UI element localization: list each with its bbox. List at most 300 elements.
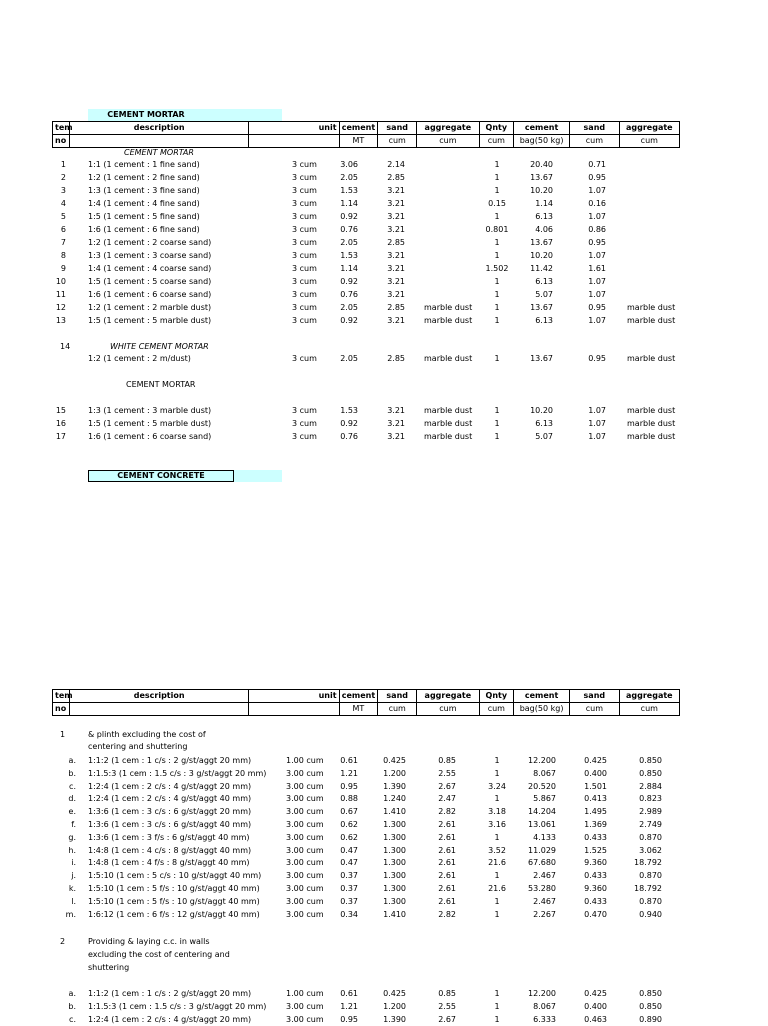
cell-cement-bags: 12.200 [528, 989, 556, 998]
cell-cement-bags: 13.67 [530, 354, 553, 363]
cell-sand2: 1.07 [588, 212, 606, 221]
cell-qnty: 1 [494, 896, 500, 906]
cell-qnty: 1 [494, 871, 500, 881]
header-sand-unit: cum [378, 135, 417, 148]
section1-subheading-2: CEMENT MORTAR [126, 380, 196, 389]
cell-item-no: 10 [55, 277, 66, 286]
cell-aggregate2: marble dust [627, 303, 676, 312]
cell-cement: 0.92 [340, 419, 358, 428]
header2-sand2: sand [570, 690, 620, 703]
cell-description: 1:2:4 (1 cem : 2 c/s : 4 g/st/aggt 40 mm) [88, 794, 252, 804]
cell-item-no: c. [69, 781, 76, 791]
cell-sand2: 0.16 [588, 199, 606, 208]
header-sand2: sand [570, 122, 620, 135]
cell-qnty: 1.502 [485, 264, 509, 273]
header-aggregate2-unit: cum [619, 135, 679, 148]
cell-qnty: 1 [494, 277, 500, 286]
cell-unit: 3.00 cum [286, 884, 324, 893]
cell-unit: 3.00 cum [286, 768, 324, 778]
cell-sand: 3.21 [387, 316, 405, 325]
cell-cement-bags: 11.029 [528, 845, 556, 855]
cell-aggregate: 2.61 [438, 871, 456, 881]
cell-description: 1:6 (1 cement : 6 fine sand) [88, 225, 200, 234]
cell-qnty: 1 [494, 290, 500, 299]
header2-aggregate2: aggregate [619, 690, 679, 703]
cell-sand2: 0.425 [584, 989, 607, 998]
section1-subheading: CEMENT MORTAR [124, 148, 194, 157]
table-row [0, 805, 768, 818]
cell-sand: 2.85 [387, 303, 405, 312]
cell-unit: 3 cum [292, 316, 317, 325]
cell-aggregate: marble dust [424, 354, 473, 363]
cell-sand2: 9.360 [584, 884, 607, 893]
item14-heading: WHITE CEMENT MORTAR [110, 342, 209, 351]
cell-cement-bags: 10.20 [530, 186, 553, 195]
cell-description: 1:5 (1 cement : 5 marble dust) [88, 419, 212, 428]
table-row [0, 171, 768, 184]
cell-description: 1:5:10 (1 cem : 5 f/s : 10 g/st/aggt 40 mm) [88, 896, 260, 906]
cell-description: 1:6 (1 cement : 6 coarse sand) [88, 432, 212, 441]
cell-unit: 3 cum [292, 160, 317, 169]
cell-description: 1:2:4 (1 cem : 2 c/s : 4 g/st/aggt 20 mm) [88, 1015, 252, 1024]
cell-cement: 0.88 [340, 794, 358, 804]
cell-cement: 0.37 [340, 871, 358, 881]
header-cement: cement [339, 122, 378, 135]
cell-sand: 0.425 [383, 989, 406, 998]
table-row [0, 262, 768, 275]
cell-description: 1:1.5:3 (1 cem : 1.5 c/s : 3 g/st/aggt 20 mm) [88, 768, 267, 778]
cell-aggregate: 2.61 [438, 845, 456, 855]
table-row [0, 249, 768, 262]
table-row [0, 236, 768, 249]
cell-aggregate: 0.85 [438, 989, 456, 998]
cell-qnty: 1 [494, 1015, 500, 1024]
cell-description: 1:2 (1 cement : 2 m/dust) [88, 354, 191, 363]
cell-description: 1:6 (1 cement : 6 coarse sand) [88, 290, 212, 299]
cell-qnty: 1 [494, 832, 500, 842]
cell-cement: 0.61 [340, 756, 358, 765]
cell-unit: 3.00 cum [286, 1015, 324, 1024]
cell-unit: 3 cum [292, 225, 317, 234]
cell-qnty: 1 [494, 173, 500, 182]
cell-sand: 3.21 [387, 225, 405, 234]
cell-sand: 1.300 [383, 832, 406, 842]
header-aggregate2: aggregate [619, 122, 679, 135]
cell-cement-bags: 6.13 [535, 419, 553, 428]
table-row [0, 314, 768, 327]
cell-sand2: 1.525 [584, 845, 607, 855]
cell-unit: 3.00 cum [286, 909, 324, 919]
cell-sand: 3.21 [387, 406, 405, 415]
cell-aggregate: 2.61 [438, 858, 456, 868]
cell-cement: 0.47 [340, 858, 358, 868]
cell-qnty: 1 [494, 419, 500, 428]
cell-sand2: 0.95 [588, 173, 606, 182]
header2-sand: sand [378, 690, 417, 703]
cell-sand2: 0.400 [584, 1002, 607, 1011]
cell-aggregate: 2.55 [438, 1002, 456, 1011]
cell-aggregate2: 0.823 [639, 794, 662, 804]
header2-aggregate: aggregate [417, 690, 479, 703]
cell-aggregate2: 0.850 [639, 756, 662, 765]
cell-description: 1:2 (1 cement : 2 coarse sand) [88, 238, 212, 247]
cell-cement: 0.61 [340, 989, 358, 998]
table-row [0, 184, 768, 197]
cell-item-no: h. [68, 845, 76, 855]
cell-aggregate: 2.55 [438, 768, 456, 778]
table-row [0, 908, 768, 921]
cell-qnty: 1 [494, 303, 500, 312]
section2-title: CEMENT CONCRETE [88, 470, 234, 482]
cell-sand: 1.410 [383, 807, 406, 817]
header2-unit-2 [249, 703, 339, 716]
cell-unit: 3 cum [292, 251, 317, 260]
cell-unit: 3 cum [292, 186, 317, 195]
header-unit: unit [249, 122, 339, 135]
header-aggregate: aggregate [417, 122, 479, 135]
cell-qnty: 1 [494, 238, 500, 247]
cell-sand2: 0.433 [584, 896, 607, 906]
cell-item-no: 11 [55, 290, 66, 299]
header2-cement-unit: MT [339, 703, 378, 716]
header-cement-bags: cement [514, 122, 570, 135]
cell-description: 1:2:4 (1 cem : 2 c/s : 4 g/st/aggt 20 mm) [88, 781, 252, 791]
cell-unit: 3.00 cum [286, 807, 324, 817]
cell-cement: 1.14 [340, 199, 358, 208]
cell-aggregate2: marble dust [627, 406, 676, 415]
cell-sand2: 0.95 [588, 303, 606, 312]
cell-qnty: 1 [494, 160, 500, 169]
cell-description: 1:3:6 (1 cem : 3 c/s : 6 g/st/aggt 40 mm) [88, 820, 252, 829]
cell-sand2: 0.425 [584, 756, 607, 765]
cell-cement: 2.05 [340, 354, 358, 363]
cell-sand2: 0.86 [588, 225, 606, 234]
cell-unit: 3 cum [292, 432, 317, 441]
cell-cement: 1.53 [340, 186, 358, 195]
cell-sand: 1.300 [383, 871, 406, 881]
cell-unit: 3.00 cum [286, 871, 324, 881]
header-item-no-2: no [53, 135, 70, 148]
cell-unit: 3 cum [292, 354, 317, 363]
header-unit-2 [249, 135, 339, 148]
cell-sand: 0.425 [383, 756, 406, 765]
cell-description: 1:5 (1 cement : 5 coarse sand) [88, 277, 212, 286]
cell-item-no: 16 [55, 419, 66, 428]
cell-cement-bags: 8.067 [533, 768, 556, 778]
cell-sand: 1.300 [383, 820, 406, 829]
cell-aggregate2: 0.850 [639, 768, 662, 778]
cell-description: 1:4:8 (1 cem : 4 c/s : 8 g/st/aggt 40 mm) [88, 845, 252, 855]
cell-sand2: 0.463 [584, 1015, 607, 1024]
cell-sand2: 0.95 [588, 238, 606, 247]
table-row [0, 869, 768, 882]
cell-sand: 3.21 [387, 186, 405, 195]
table-row [0, 831, 768, 844]
cell-cement: 0.37 [340, 884, 358, 893]
cell-sand: 1.300 [383, 896, 406, 906]
header2-aggregate-unit: cum [417, 703, 479, 716]
cell-description: 1:6:12 (1 cem : 6 f/s : 12 g/st/aggt 40 mm) [88, 909, 260, 919]
cell-sand2: 9.360 [584, 858, 607, 868]
cell-cement-bags: 4.06 [535, 225, 553, 234]
cell-sand2: 0.400 [584, 768, 607, 778]
cell-item-no: i. [71, 858, 76, 868]
cell-item-no: 2 [60, 173, 66, 182]
cell-sand: 2.14 [387, 160, 405, 169]
cell-sand: 2.85 [387, 238, 405, 247]
cell-description: 1:3:6 (1 cem : 3 c/s : 6 g/st/aggt 20 mm) [88, 807, 252, 817]
cell-unit: 3 cum [292, 406, 317, 415]
cell-unit: 3 cum [292, 290, 317, 299]
header2-sand-unit: cum [378, 703, 417, 716]
cell-cement-bags: 11.42 [530, 264, 553, 273]
cell-qnty: 1 [494, 354, 500, 363]
cell-aggregate: 2.47 [438, 794, 456, 804]
cell-qnty: 1 [494, 909, 500, 919]
header2-description: description [70, 690, 249, 703]
cell-unit: 3 cum [292, 277, 317, 286]
cell-sand: 3.21 [387, 264, 405, 273]
cell-cement-bags: 6.13 [535, 212, 553, 221]
cell-item-no: e. [68, 807, 76, 817]
cell-unit: 3 cum [292, 212, 317, 221]
cc-item2-desc-line3: shuttering [88, 963, 130, 972]
cc-item2-no: 2 [60, 937, 66, 946]
cell-unit: 3.00 cum [286, 820, 324, 829]
cell-aggregate2: 3.062 [639, 845, 662, 855]
header2-cement: cement [339, 690, 378, 703]
cell-cement: 2.05 [340, 238, 358, 247]
header-sand2-unit: cum [570, 135, 620, 148]
header-cement-unit: MT [339, 135, 378, 148]
cell-item-no: j. [71, 871, 76, 881]
cell-aggregate: 2.61 [438, 884, 456, 893]
table-row [0, 844, 768, 857]
cell-cement: 0.37 [340, 896, 358, 906]
cell-aggregate: 2.67 [438, 1015, 456, 1024]
cell-description: 1:4 (1 cement : 4 coarse sand) [88, 264, 212, 273]
cell-sand2: 1.07 [588, 251, 606, 260]
cell-sand2: 0.433 [584, 832, 607, 842]
cell-cement-bags: 4.133 [533, 832, 556, 842]
cell-cement-bags: 6.333 [533, 1015, 556, 1024]
cell-cement: 1.21 [340, 1002, 358, 1011]
cell-sand: 1.200 [383, 768, 406, 778]
cell-aggregate: marble dust [424, 406, 473, 415]
cell-item-no: 9 [60, 264, 66, 273]
cell-qnty: 1 [494, 406, 500, 415]
cell-cement-bags: 5.07 [535, 432, 553, 441]
cell-sand2: 1.61 [588, 264, 606, 273]
cell-description: 1:3 (1 cement : 3 marble dust) [88, 406, 212, 415]
cell-cement-bags: 20.40 [530, 160, 553, 169]
cell-sand: 1.390 [383, 1015, 406, 1024]
cell-sand: 3.21 [387, 419, 405, 428]
header2-qnty-unit: cum [479, 703, 513, 716]
cell-sand2: 0.413 [584, 794, 607, 804]
cell-cement: 0.62 [340, 820, 358, 829]
cell-item-no: c. [69, 1015, 76, 1024]
cell-sand2: 1.495 [584, 807, 607, 817]
table-row [0, 1000, 768, 1013]
table-row [0, 895, 768, 908]
cell-description: 1:1 (1 cement : 1 fine sand) [88, 160, 200, 169]
cell-cement: 0.76 [340, 290, 358, 299]
cell-cement: 0.76 [340, 225, 358, 234]
cell-cement: 3.06 [340, 160, 358, 169]
cc-item1-desc-line2: centering and shuttering [88, 742, 188, 751]
cell-cement-bags: 8.067 [533, 1002, 556, 1011]
cell-unit: 3 cum [292, 264, 317, 273]
cell-description: 1:2 (1 cement : 2 marble dust) [88, 303, 212, 312]
table-row [0, 792, 768, 805]
cell-description: 1:1:2 (1 cem : 1 c/s : 2 g/st/aggt 20 mm) [88, 756, 252, 765]
cell-sand2: 1.07 [588, 277, 606, 286]
cell-qnty: 1 [494, 212, 500, 221]
cell-unit: 3 cum [292, 419, 317, 428]
cell-sand: 2.85 [387, 354, 405, 363]
header-sand: sand [378, 122, 417, 135]
cell-cement-bags: 13.67 [530, 303, 553, 312]
cell-aggregate2: marble dust [627, 316, 676, 325]
cc-item1-no: 1 [60, 730, 66, 739]
cell-description: 1:1.5:3 (1 cem : 1.5 c/s : 3 g/st/aggt 20 mm) [88, 1002, 267, 1011]
cell-aggregate2: 0.850 [639, 989, 662, 998]
cell-item-no: 4 [60, 199, 66, 208]
header2-qnty: Qnty [479, 690, 513, 703]
cell-item-no: b. [68, 768, 76, 778]
cell-item-no: 8 [60, 251, 66, 260]
table-row [0, 210, 768, 223]
cell-sand: 3.21 [387, 277, 405, 286]
cell-sand2: 1.07 [588, 419, 606, 428]
cell-cement-bags: 67.680 [528, 858, 556, 868]
cell-qnty: 1 [494, 756, 500, 765]
cell-description: 1:5:10 (1 cem : 5 c/s : 10 g/st/aggt 40 mm) [88, 871, 262, 881]
table-row [0, 987, 768, 1000]
cell-item-no: 17 [55, 432, 66, 441]
header-qnty: Qnty [479, 122, 513, 135]
cell-qnty: 1 [494, 186, 500, 195]
cell-aggregate2: 0.850 [639, 1002, 662, 1011]
section1-title: CEMENT MORTAR [107, 110, 185, 119]
cell-item-no: a. [68, 756, 76, 765]
cell-aggregate: 2.67 [438, 781, 456, 791]
cell-sand: 1.390 [383, 781, 406, 791]
header-aggregate-unit: cum [417, 135, 479, 148]
cell-unit: 3.00 cum [286, 781, 324, 791]
cell-cement: 1.53 [340, 406, 358, 415]
cell-qnty: 3.18 [488, 807, 506, 817]
cell-sand2: 0.470 [584, 909, 607, 919]
header2-description-2 [70, 703, 249, 716]
header-item-no: tem [53, 122, 70, 135]
cell-cement-bags: 2.467 [533, 896, 556, 906]
cell-aggregate: 2.61 [438, 832, 456, 842]
cell-description: 1:3 (1 cement : 3 fine sand) [88, 186, 200, 195]
header2-item-no: tem [53, 690, 70, 703]
cell-qnty: 1 [494, 432, 500, 441]
cell-cement: 0.92 [340, 277, 358, 286]
cell-unit: 3.00 cum [286, 832, 324, 842]
table-row [0, 417, 768, 430]
table-row [0, 818, 768, 831]
cell-sand: 3.21 [387, 199, 405, 208]
cell-aggregate2: marble dust [627, 432, 676, 441]
cell-description: 1:4 (1 cement : 4 fine sand) [88, 199, 200, 208]
cell-sand: 2.85 [387, 173, 405, 182]
cell-item-no: 13 [55, 316, 66, 325]
cell-qnty: 1 [494, 794, 500, 804]
cell-sand: 3.21 [387, 251, 405, 260]
table-row [0, 275, 768, 288]
cell-aggregate: 0.85 [438, 756, 456, 765]
cell-item-no: a. [68, 989, 76, 998]
table-row [0, 767, 768, 780]
cell-cement-bags: 2.467 [533, 871, 556, 881]
cell-unit: 3.00 cum [286, 858, 324, 868]
table-row [0, 856, 768, 869]
item14-no: 14 [60, 342, 71, 351]
cell-description: 1:3 (1 cement : 3 coarse sand) [88, 251, 212, 260]
table-row [0, 1013, 768, 1026]
header-description: description [70, 122, 249, 135]
cell-sand: 1.300 [383, 884, 406, 893]
cell-cement-bags: 12.200 [528, 756, 556, 765]
cell-qnty: 0.801 [485, 225, 509, 234]
cell-description: 1:3:6 (1 cem : 3 f/s : 6 g/st/aggt 40 mm) [88, 832, 250, 842]
cell-sand2: 1.07 [588, 186, 606, 195]
cell-cement-bags: 2.267 [533, 909, 556, 919]
cell-cement-bags: 10.20 [530, 406, 553, 415]
header2-sand2-unit: cum [570, 703, 620, 716]
cell-cement: 0.95 [340, 1015, 358, 1024]
cell-item-no: 6 [60, 225, 66, 234]
table-row [0, 430, 768, 443]
table-row [0, 404, 768, 417]
cell-cement: 0.95 [340, 781, 358, 791]
header-description-2 [70, 135, 249, 148]
cell-cement-bags: 14.204 [528, 807, 556, 817]
cell-cement: 1.53 [340, 251, 358, 260]
cell-qnty: 3.16 [488, 820, 506, 829]
cell-cement: 1.14 [340, 264, 358, 273]
table-row [0, 288, 768, 301]
table-row [0, 352, 768, 365]
cell-sand: 3.21 [387, 290, 405, 299]
header-qnty-unit: cum [479, 135, 513, 148]
cell-aggregate2: 0.890 [639, 1015, 662, 1024]
cell-aggregate2: 0.870 [639, 871, 662, 881]
cell-item-no: 12 [55, 303, 66, 312]
cell-sand2: 0.71 [588, 160, 606, 169]
cell-item-no: l. [71, 896, 76, 906]
cell-aggregate: 2.61 [438, 820, 456, 829]
cell-sand2: 1.07 [588, 432, 606, 441]
cell-cement-bags: 5.867 [533, 794, 556, 804]
cell-cement: 0.92 [340, 316, 358, 325]
cell-cement: 0.62 [340, 832, 358, 842]
cell-qnty: 3.52 [488, 845, 506, 855]
table-row [0, 223, 768, 236]
cell-cement: 0.47 [340, 845, 358, 855]
cell-sand2: 1.07 [588, 290, 606, 299]
cell-unit: 3 cum [292, 199, 317, 208]
cell-aggregate2: 0.870 [639, 896, 662, 906]
cell-unit: 3 cum [292, 173, 317, 182]
cell-aggregate: 2.61 [438, 896, 456, 906]
cell-sand: 1.300 [383, 845, 406, 855]
